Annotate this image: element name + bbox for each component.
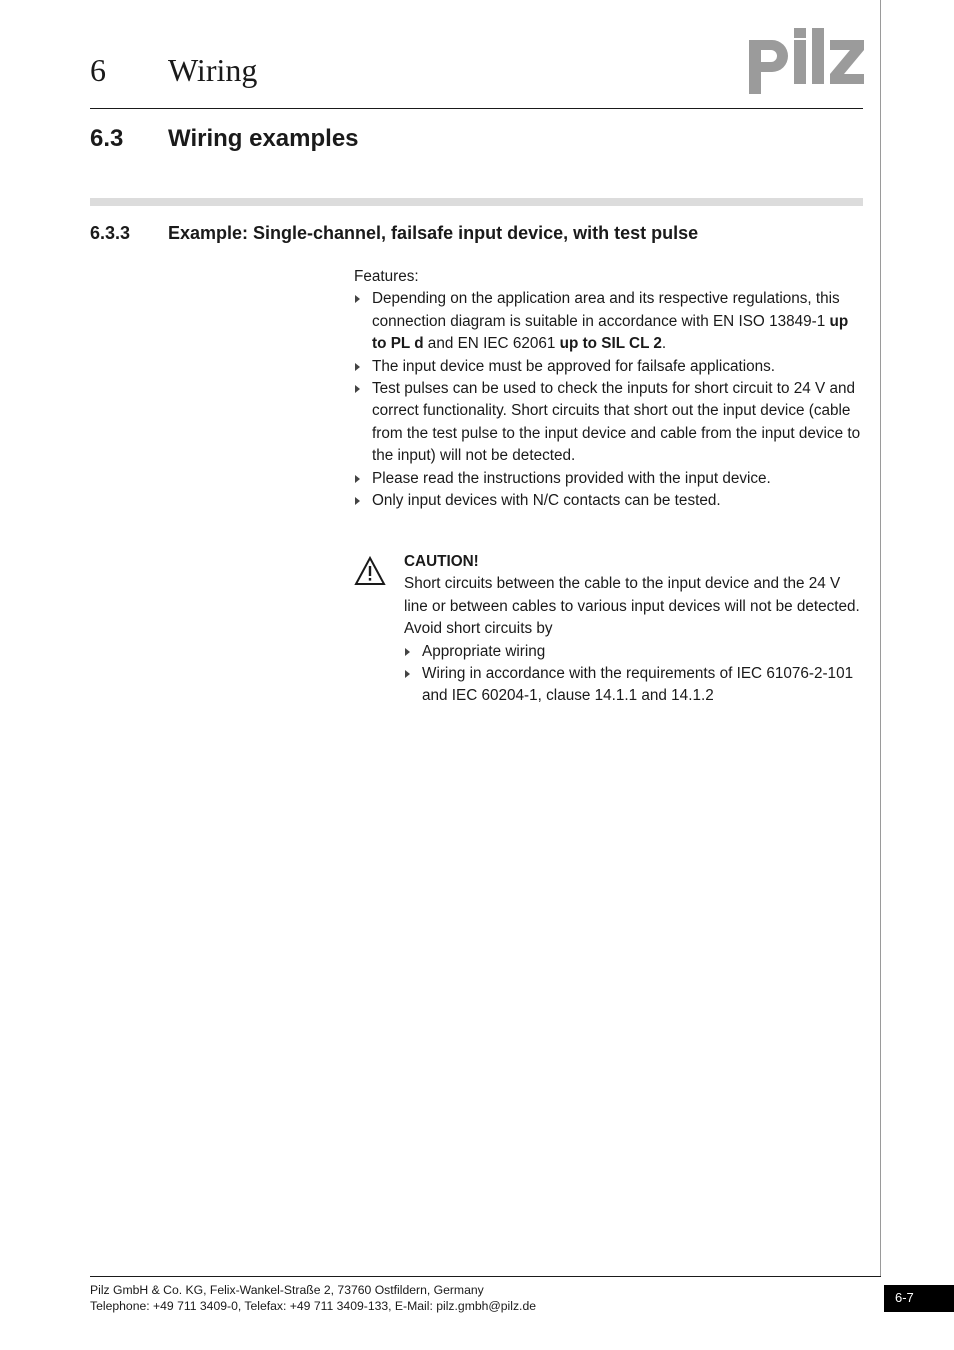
list-item-text: Test pulses can be used to check the inputs for short circuit to 24 V and correct functionality. Short circuits that short out the input device (cable from the test pulse to the input device and cable from the input device to the input) will not be detected.: [372, 380, 861, 465]
list-item-text: Wiring in accordance with the requirements of IEC 61076-2-101 and IEC 60204-1, clause 14.1.1 and 14.1.2: [422, 665, 854, 705]
section-title: Wiring examples: [168, 125, 359, 152]
list-item-text: Appropriate wiring: [422, 642, 546, 660]
caution-title: CAUTION!: [404, 553, 479, 570]
list-item-text: Please read the instructions provided with the input device.: [372, 469, 771, 487]
bullet-arrow-icon: [355, 385, 360, 393]
chapter-title: Wiring: [168, 52, 258, 88]
list-item: [354, 468, 864, 490]
footer-contact: Telephone: +49 711 3409-0, Telefax: +49 711 3409-133, E-Mail: pilz.gmbh@pilz.de: [90, 1299, 536, 1313]
bullet-arrow-icon: [355, 295, 360, 303]
caution-list: [404, 641, 864, 708]
section-number: 6.3: [90, 125, 124, 152]
bullet-arrow-icon: [405, 670, 410, 678]
list-item-text: .: [661, 335, 667, 353]
footer-address: Pilz GmbH & Co. KG, Felix-Wankel-Straße 2, 73760 Ostfildern, Germany: [90, 1283, 484, 1297]
list-item-text: and EN IEC 62061: [423, 335, 560, 353]
page-number: 6-7: [895, 1290, 914, 1305]
section-divider-bar: [90, 198, 863, 206]
subsection-number: 6.3.3: [90, 223, 131, 243]
pilz-logo: [746, 26, 866, 96]
list-item-bold-text: up to SIL CL 2: [559, 335, 662, 353]
list-item-text: Depending on the application area and its respective regulations, this connection diagram is suitable in accordance with EN ISO 13849-1: [372, 290, 840, 330]
chapter-number: 6: [90, 52, 106, 88]
caution-text: Short circuits between the cable to the input device and the 24 V line or between cables to various input devices will not be detected.: [404, 575, 860, 615]
header-rule: [90, 108, 863, 109]
list-item: [354, 356, 864, 378]
list-item: [404, 663, 864, 708]
features-block: [354, 266, 864, 512]
list-item: [354, 490, 864, 512]
warning-triangle-icon: [354, 556, 386, 586]
list-item: [354, 378, 864, 468]
subsection-title: Example: Single-channel, failsafe input device, with test pulse: [168, 223, 699, 243]
caution-avoid-text: Avoid short circuits by: [404, 620, 553, 638]
list-item-text: The input device must be approved for failsafe applications.: [372, 357, 776, 375]
list-item-bold-text: up to PL d: [372, 312, 849, 353]
page-number-badge: [884, 1285, 954, 1312]
bullet-arrow-icon: [355, 363, 360, 371]
features-list: [354, 288, 864, 512]
bullet-arrow-icon: [355, 475, 360, 483]
bullet-arrow-icon: [405, 648, 410, 656]
caution-block: [354, 551, 864, 708]
list-item-text: Only input devices with N/C contacts can be tested.: [372, 492, 721, 510]
list-item: [404, 641, 864, 663]
bullet-arrow-icon: [355, 497, 360, 505]
list-item: [354, 288, 864, 355]
features-label: Features:: [354, 268, 419, 285]
right-margin-rule: [880, 0, 881, 1276]
footer-rule: [90, 1276, 881, 1277]
